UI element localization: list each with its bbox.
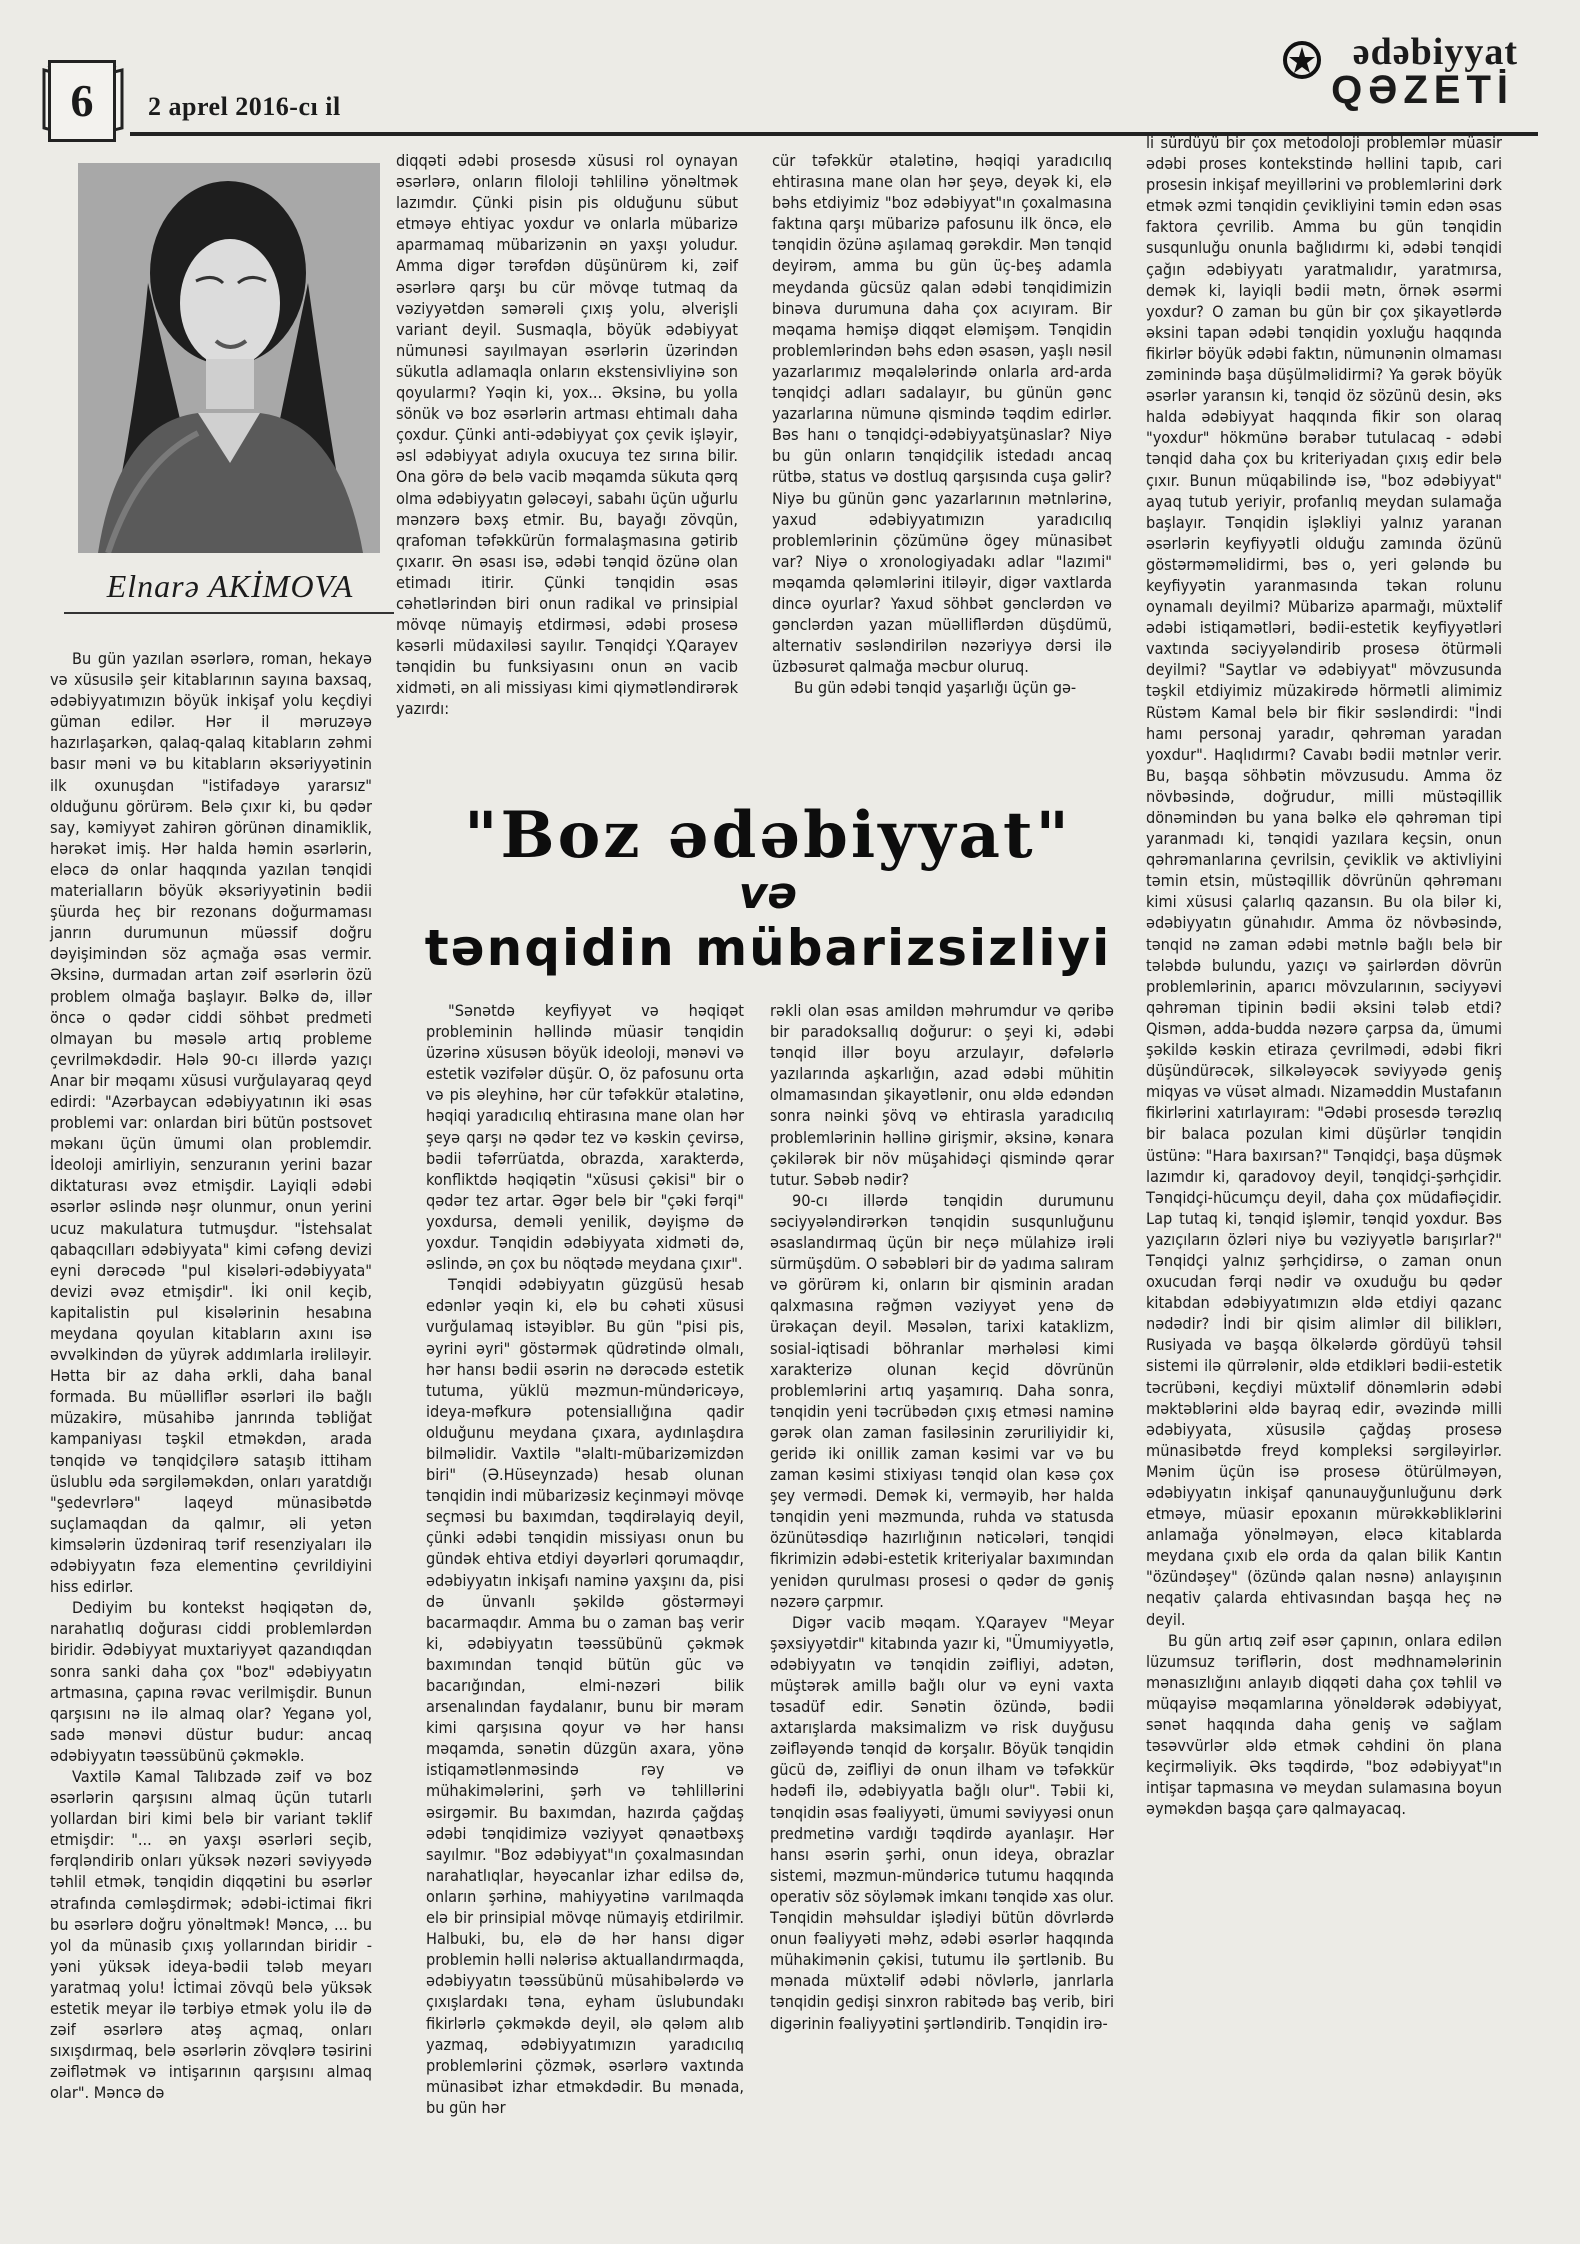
page-number: 6: [48, 60, 116, 142]
paragraph: diqqəti ədəbi prosesdə xüsusi rol oynayan əsərlərə, onların filoloji təhlilinə yönəltmək lazımdır. Çünki pisin pis olduğunu sübut etməyə ehtiyac yoxdur və onlarla mübarizə aparmamaq mübarizənin ən yaxşı yoludur. Amma digər tərəfdən düşünürəm ki, zəif əsərlərə qarşı bu cür mövqe tutmaq da vəziyyətdən səmərəli çıxış yolu, əlverişli variant deyil. Susmaqla, böyük ədəbiyyat nümunəsi sayılmayan əsərlərin üzərindən sükutla adlamaqla onların ekstensivliyinə son qoyularmı? Yəqin ki, yox... Əksinə, bu yolla sönük və boz əsərlərin artması ehtimalı daha çoxdur. Çünki anti-ədəbiyyat çox çevik işləyir, əsl ədəbiyyat adıyla oxucuya tez sırına bilir. Ona görə də belə vacib məqamda sükuta qərq olma ədəbiyyatın gələcəyi, sabahı üçün uğurlu mənzərə bəxş etmir. Bu, bayağı zövqün, qrafoman təfəkkürün formalaşmasına gətirib çıxarır. Ən əsası isə, ədəbi tənqid özünə olan etimadı itirir. Çünki tənqidin əsas cəhətlərindən biri onun radikal və prinsipial mövqe nümayiş etdirməsi, ədəbi prosesə kəsərli müdaxiləsi sayılır. Tənqidçi Y.Qarayev tənqidin bu funksiyasını onun ən vacib xidməti, ən ali missiyası kimi qiymətləndirərək yazırdı:: [396, 151, 738, 719]
paragraph: cür təfəkkür ətalətinə, həqiqi yaradıcılıq ehtirasına mane olan hər şeyə, deyək ki, elə bəhs etdiyimiz "boz ədəbiyyat"ın çoxalmasına faktına qarşı mübarizə pafosunu ilk öncə, elə tənqidin özünə aşılamaq gərəkdir. Mən tənqid deyirəm, amma bu gün üç-beş adamla meydanda gücsüz qalan ədəbi tənqidimizin binəva durumuna daha çox acıyıram. Bir məqama həmişə diqqət eləmişəm. Tənqidin problemlərindən bəhs edən əsasən, yaşlı nəsil yazarlarımız məqalələrində onlarla ard-arda tənqidçi adları sadalayır, bu günün gənc yazarlarına nümunə qismində təqdim edirlər. Bəs hanı o tənqidçi-ədəbiyyatşünaslar? Niyə bu gün onların tənqidçilik istedadı ancaq rütbə, status və dostluq qarşısında cuşa gəlir? Niyə bu günün gənc yazarlarının mətnlərinə, yaxud ədəbiyyatımızın yaradıcılıq problemlərinin çözümünə ögey münasibət var? Niyə o xronologiyadakı adlar "lazımi" məqamda qələmlərini itiləyir, digər vaxtlarda dincə oyurlar? Yaxud söhbət gənclərdən və gənclərdən yazan müəlliflərdən düşdümü, alternativ səsləndirilən nəzəriyyə dərsi ilə üzbəsurət qalmağa məcbur oluruq.: [772, 151, 1112, 677]
headline-line-3: tənqidin mübarizsizliyi: [424, 919, 1112, 977]
newspaper-logo: [1278, 30, 1518, 110]
headline-line-2: və: [738, 868, 798, 919]
article-column-6: [770, 1000, 1114, 2220]
author-portrait-image: [78, 163, 380, 553]
author-name: Elnarə AKİMOVA: [106, 568, 354, 604]
paragraph: Bu gün yazılan əsərlərə, roman, hekayə və xüsusilə şeir kitablarının sayına baxsaq, ədəbiyyatımızın böyük inkişaf yolu keçdiyi güman edilər. Hər il məruzəyə hazırlaşarkən, qalaq-qalaq kitabların zəhmi basır məni və bu kitabların əksəriyyətinin ilk oxunuşdan "istifadəyə yararsız" olduğunu görürəm. Belə çıxır ki, bu qədər say, kəmiyyət zahirən görünən dinamiklik, hərəkət imiş. Hər halda həmin əsərlərin, eləcə də onlar haqqında yazılan tənqidi materialların böyük əksəriyyətinin bədii şüurda heç bir rezonans doğurmaması janrın durumunun müəssif doğru dəyişimindən söz açmağa əsas vermir. Əksinə, durmadan artan zəif əsərlərin özü problem olmağa başlayır. Bəlkə də, illər öncə o qədər ciddi söhbət predmeti olmayan bu məsələ artıq probleme çevrilməkdədir. Hələ 90-cı illərdə yazıçı Anar bir məqamı xüsusi vurğulayaraq qeyd edirdi: "Azərbaycan ədəbiyyatının iki əsas problemi var: onlardan biri bütün postsovet məkanı üçün ümumi olan problemdir. İdeoloji amirliyin, senzuranın yerini bazar diktaturası əvəz etmişdir. Layiqli ədəbi əsərlər əslində nəşr olunmur, onun yerini ucuz makulatura tutmuşdur. "İstehsalat qabaqcılları ədəbiyyata" kimi cəfəng devizi eyni dərəcədə "pul kisələri-ədəbiyyata" devizi əvəz etmişdir". İki onil keçib, kapitalistin pul kisələrinin hesabına meydana qoyulan kitabların axını isə əvvəlkindən də yüyrək addımlarla irəliləyir. Hətta bir az daha ərkli, daha banal formada. Bu müəlliflər əsərləri ilə bağlı müzakirə, müsahibə janrında təbliğat kampaniyası təşkil etməkdən, arada tənqidə və tənqidçilərə sataşıb ittiham üslublu əda sərgiləməkdən, onları yaratdığı "şedevrlərə" laqeyd münasibətdə suçlamaqdan da qalmır, əli yetən kimsələrin üzdəniraq tərif resenziyaları ilə ədəbiyyatın fəza elementinə çevrildiyini hiss edirlər.: [50, 649, 372, 1597]
paragraph: rəkli olan əsas amildən məhrumdur və qəribə bir paradoksallıq doğurur: o şeyi ki, ədəbi tənqid illər boyu arzulayır, dəfələrlə yazılarında aşkarlığın, azad ədəbi mühitin olmamasından şikayətlənir, onu əldə edəndən sonra nəinki şövq və ehtirasla yaradıcılıq problemlərinin həllinə girişmir, əksinə, kənara çəkilərək bir növ müşahidəçi qismində qərar tutur. Səbəb nədir?: [770, 1001, 1114, 1189]
paragraph: Dediyim bu kontekst həqiqətən də, narahatlıq doğurası ciddi problemlərdən biridir. Ədəbiyyat muxtariyyət qazandıqdan sonra sanki daha çox "boz" ədəbiyyatın artmasına, çapına rəvac verilmişdir. Bunun qarşısını nə ilə almaq olar? Yeganə yol, sadə mənəvi düstur budur: ancaq ədəbiyyatın təəssübünü çəkməklə.: [50, 1598, 372, 1765]
page-header: [38, 30, 1538, 138]
author-photo: [78, 163, 380, 553]
article-column-2: [396, 150, 738, 790]
logo-title-bottom: QƏZETİ: [1331, 68, 1514, 112]
paragraph: Vaxtilə Kamal Talıbzadə zəif və boz əsərlərin qarşısını almaq üçün tutarlı yollardan biri kimi belə bir variant təklif etmişdir: "... ən yaxşı əsərləri seçib, fərqləndirib onları yüksək nəzəri səviyyədə təhlil etmək, tənqidin diqqətini bu əsərlər ətrafında cəmləşdirmək; ədəbi-ictimai fikri bu əsərlərə doğru yönəltmək! Məncə, ... bu yol da münasib çıxış yollarından biridir - yəni yüksək ideya-bədii tələb meyarı yaratmaq yolu! İctimai zövqü belə yüksək estetik meyar ilə tərbiyə etmək yolu ilə də zəif əsərlərə atəş açmaq, onları sıxışdırmaq, belə əsərlərin zövqlərə təsirini zəiflətmək və intişarının qarşısını almaq olar". Məncə də: [50, 1766, 372, 2103]
paragraph: Tənqidi ədəbiyyatın güzgüsü hesab edənlər yəqin ki, elə bu cəhəti xüsusi vurğulamaq istəyiblər. Bu gün "pisi pis, əyrini əyri" göstərmək qüdrətində olmalı, hər hansı bədii əsərin nə dərəcədə estetik tutuma, yüklü məzmun-mündəricəyə, ideya-məfkurə potensiallığına qadir olduğunu meydana çıxara, aydınlaşdıra bilməlidir. Vaxtilə "əlaltı-mübarizəmizdən biri" (Ə.Hüseynzadə) hesab olunan tənqidin indi mübarizəsiz keçinməyi mövqe seçməsi bu baxımdan, təqdirəlayiq deyil, çünki ədəbi tənqidin missiyası onun bu gündək ehtiva etdiyi dəyərləri qorumaqdır, ədəbiyyatın inkişafı naminə yaxşını da, pisi də ünvanlı şəkildə göstərməyi bacarmaqdır. Amma bu o zaman baş verir ki, ədəbiyyatın təəssübünü çəkmək baxımından tənqid bütün güc və bacarığından, elmi-nəzəri bilik arsenalından faydalanır, bunu bir məram kimi qarşısına qoyur və hər hansı məqamda, sənətin düzgün axara, yönə istiqamətlənməsində rəy və mühakimələrini, şərh və təhlillərini əsirgəmir. Bu baxımdan, hazırda çağdaş ədəbi tənqidimizə vəziyyət qənaətbəxş sayılmır. "Boz ədəbiyyat"ın çoxalmasından narahatlıqlar, həyəcanlar izhar edilsə də, onların şərhinə, mahiyyətinə varılmaqda elə bir prinsipial mövqe nümayiş etdirilmir. Halbuki, bu, elə də hər hansı digər problemin həlli nələrisə aktuallandırmaqda, ədəbiyyatın təəssübünü müsahibələrdə və çıxışlardakı təna, eyham üslubundakı fikirlərlə çəkməkdə deyil, ələ qələm alıb yazmaq, ədəbiyyatımızın yaradıcılıq problemlərini çözmək, əsərlərə vaxtında münasibət izhar etməkdədir. Bu mənada, bu gün hər: [426, 1275, 744, 2117]
paragraph: Digər vacib məqam. Y.Qarayev "Meyar şəxsiyyətdir" kitabında yazır ki, "Ümumiyyətlə, ədəbiyyatın və tənqidin zəifliyi, adətən, müştərək amillə bağlı olur və eyni vaxta təsadüf edir. Sənətin özündə, bədii axtarışlarda maksimalizm və risk duyğusu zəifləyəndə tənqid də korşalır. Böyük tənqidin gücü də, zəifliyi də onun ilham və təfəkkür hədəfi ilə, ədəbiyyatla bağlı olur". Təbii ki, tənqidin əsas fəaliyyəti, ümumi səviyyəsi onun predmetinə vardığı təqdirdə ayanlaşır. Hər hansı əsərin şərhi, onun ideya, obrazlar sistemi, məzmun-mündəricə tutumu haqqında operativ söz söyləmək imkanı tənqidə xas olur. Tənqidin məhsuldar işlədiyi bütün dövrlərdə onun fəaliyyəti məhz, ədəbi əsərlər haqqında mühakimənin çəkisi, tutumu ilə şərtlənib. Bu mənada müxtəlif ədəbi növlərlə, janrlarla tənqidin gedişi sinxron rabitədə baş verib, biri digərinin fəaliyyətini şərtləndirib. Tənqidin irə-: [770, 1612, 1114, 2033]
author-underline: [64, 612, 394, 614]
article-headline: [408, 800, 1128, 1000]
paragraph: Bu gün ədəbi tənqid yaşarlığı üçün gə-: [794, 678, 1077, 698]
article-column-7: [1146, 132, 1502, 2222]
paragraph: li sürdüyü bir çox metodoloji problemlər müasir ədəbi proses kontekstində həllini tapıb, cari prosesin inkişaf meyillərini və problemlərini dərk etmək əzmi tənqidin çevikliyini təmin edən əsas faktora çevrilib. Amma bu gün tənqidin susqunluğu onunla bağlıdırmı ki, ədəbi tənqidi çağın ədəbiyyatı yaratmalıdır, yaratmırsa, demək ki, layiqli bədii mətn, örnək əsərmi yoxdur? O zaman bu gün bir çox şikayətlərdə əksini tapan ədəbi tənqidin yoxluğu haqqında fikirlər böyük ədəbi faktın, nümunənin olmaması zəminində başa düşülməlidirmi? Ya gərək böyük əsərlər yaransın ki, tənqid öz sözünü desin, əks halda ədəbiyyat haqqında fikir son olaraq "yoxdur" hökmünə bərabər tutulacaq - ədəbi tənqid daha çox bu kriteriyadan çıxış edir belə çıxır. Bunun müqabilində isə, "boz ədəbiyyat" ayaq tutub yeriyir, profanlıq meydan sulamağa başlayır. Tənqidin işləkliyi yalnız yaranan əsərlərin keyfiyyətli olduğu zamında özünü göstərməməlidirmi, bəs o, yeri gələndə bu keyfiyyətin yaranmasında təkan rolunu oynamalı deyilmi? Mübarizə aparmağı, müxtəlif ədəbi istiqamətləri, bədii-estetik keyfiyyətləri vaxtında səciyyələndirib prosesə ötürməli deyilmi? "Saytlar və ədəbiyyat" mövzusunda təşkil etdiyimiz müzakirədə hörmətli alimimiz Rüstəm Kamal belə bir fikir səsləndirdi: "İndi hamı personaj yaradır, qəhrəman yaradan yoxdur". Haqlıdırmı? Cavabı bədii mətnlər verir. Bu, başqa söhbətin mövzusudu. Amma öz növbəsində, doğrudur, milli müstəqillik dönəmindən bu yana bəlkə elə qəhrəman tipi yaranmadı ki, tənqidi yazılara keçsin, onun qəhrəmanlarına çevrilsin, çeviklik və aktivliyini təmin etsin, müstəqillik dövrünün qəhrəmanı kimi xüsusi çalarlıq qazansın. Bu ola bilər ki, ədəbiyyatın günahıdır. Amma öz növbəsində, tənqid nə zaman ədəbi mətnlə bağlı belə bir tələbdə bulundu, yazıçı və şairlərdən dövrün problemlərinin, aparıcı mövzularının, səciyyəvi qəhrəman tipinin bədii əksini tələb etdi? Qismən, adda-budda nəzərə çarpsa da, ümumi şəkildə kəskin etiraza çevrilmədi, ədəbi fikri düşündürəcək, silkələyəcək səviyyədə geniş miqyas və vüsət almadı. Nizaməddin Mustafanın fikirlərini xatırlayıram: "Ədəbi prosesdə tərəzlıq bir balaca pozulan kimi düşürlər tənqidin üstünə: "Hara baxırsan?" Tənqidçi, başa düşmək lazımdır ki, qaradovoy deyil, tənqidçi-şərhçidir. Tənqidçi-hücumçu deyil, daha çox müdafiəçidir. Lap tutaq ki, tənqid işləmir, tənqid yoxdur. Bəs yazıçıların özləri niyə bu vəziyyətlə barışırlar?" Tənqidçi yalnız şərhçidirsə, o zaman onun oxucudan fərqi nədir və oxuduğu bu qədər kitabdan ədəbiyyatımızın əldə etdiyi qazanc nədədir? İndi bir qisim alimlər dil biliklərı, Rusiyada və başqa ölkələrdə gördüyü təhsil sistemi ilə qürrələnir, əldə etdikləri bədii-estetik təcrübəni, keçdiyi müxtəlif dönəmlərin ədəbi məktəblərini əldə bayraq edir, əvəzində milli ədəbiyyata, xüsusilə çağdaş prosesə münasibətdə freyd kompleksi sərgiləyirlər. Mənim üçün isə prosesə ötürülməyən, ədəbiyyatın inkişaf qanunauyğunluğunu dərk etməyə, müasir epoxanın mürəkkəbliklərini anlamağa yönəlməyən, eləcə kitablarda meydana çıxıb elə orda da qalan bilik Kantın "özündəşey" (özündə qalan nəsnə) anlayışının neqativ çalarda ehtivasından başqa heç nə deyil.: [1146, 133, 1502, 1629]
logo-star-icon: [1282, 40, 1322, 80]
article-column-5: [426, 1000, 744, 2220]
headline-line-1: "Boz ədəbiyyat": [464, 798, 1072, 873]
article-column-3: [772, 150, 1112, 780]
paragraph: 90-cı illərdə tənqidin durumunu səciyyələndirərkən tənqidin susqunluğunu əsaslandırmaq üçün bir neçə mülahizə irəli sürmüşdüm. O səbəbləri bir də yadıma salıram və görürəm ki, onların bir qisminin aradan qalxmasına rəğmən vəziyyət yenə də ürəkaçan deyil. Məsələn, tarixi kataklizm, sosial-iqtisadi böhranlar mərhələsi kimi xarakterizə olunan keçid dövrünün problemlərini artıq yaşamırıq. Daha sonra, tənqidin yeni təcrübədən çıxış etməsi naminə gərək olan zaman fasiləsinin zəruriliyidir ki, geridə iki onillik zaman kəsimi var və bu zaman kəsimi stixiyası tənqid olan kəsə çox şey vermədi. Demək ki, verməyib, hər halda tənqidin yeni məzmunda, ruhda və statusda özünütəsdiqə hazırlığının nəticələri, tənqidi fikrimizin ədəbi-estetik kriteriyalar baxımından yenidən qurulması prosesi o qədər də gəniş nəzərə çarpmır.: [770, 1190, 1114, 1611]
paragraph: Bu gün artıq zəif əsər çapının, onlara edilən lüzumsuz təriflərin, dost mədhnamələrinin mənasızlığını anlayıb diqqəti daha çox təhlil və müqayisə məqamlarına yönəldərək ədəbiyyat, sənət haqqında daha geniş və sağlam təsəvvürlər əldə etmək cəhdini ön plana keçirməliyik. Əks təqdirdə, "boz ədəbiyyat"ın intişar tapmasına və meydan sulamasına boyun əyməkdən başqa çarə qalmayacaq.: [1146, 1630, 1502, 1819]
article-column-1: [50, 648, 372, 2208]
issue-date: 2 aprel 2016-cı il: [148, 92, 341, 121]
quote-paragraph: "Sənətdə keyfiyyət və həqiqət probleminin həllində müasir tənqidin üzərinə xüsusən böyük ideoloji, mənəvi və estetik vəzifələr düşür. O, öz pafosunu orta və pis əleyhinə, hər cür təfəkkür ətalətinə, həqiqi yaradıcılıq ehtirasına mane olan hər şeyə qarşı nə qədər tez və kəskin çevirsə, bədii təfərrüatda, obrazda, xarakterdə, konfliktdə həqiqətin "xüsusi çəkisi" bir o qədər tez artar. Əgər belə bir "çəki fərqi" yoxdursa, deməli yenilik, dəyişmə də yoxdur. Tənqidin ədəbiyyata xidməti də, əslində, ən çox bu nöqtədə meydana çıxır".: [426, 1001, 744, 1274]
logo-title-top: ədəbiyyat: [1352, 31, 1518, 73]
